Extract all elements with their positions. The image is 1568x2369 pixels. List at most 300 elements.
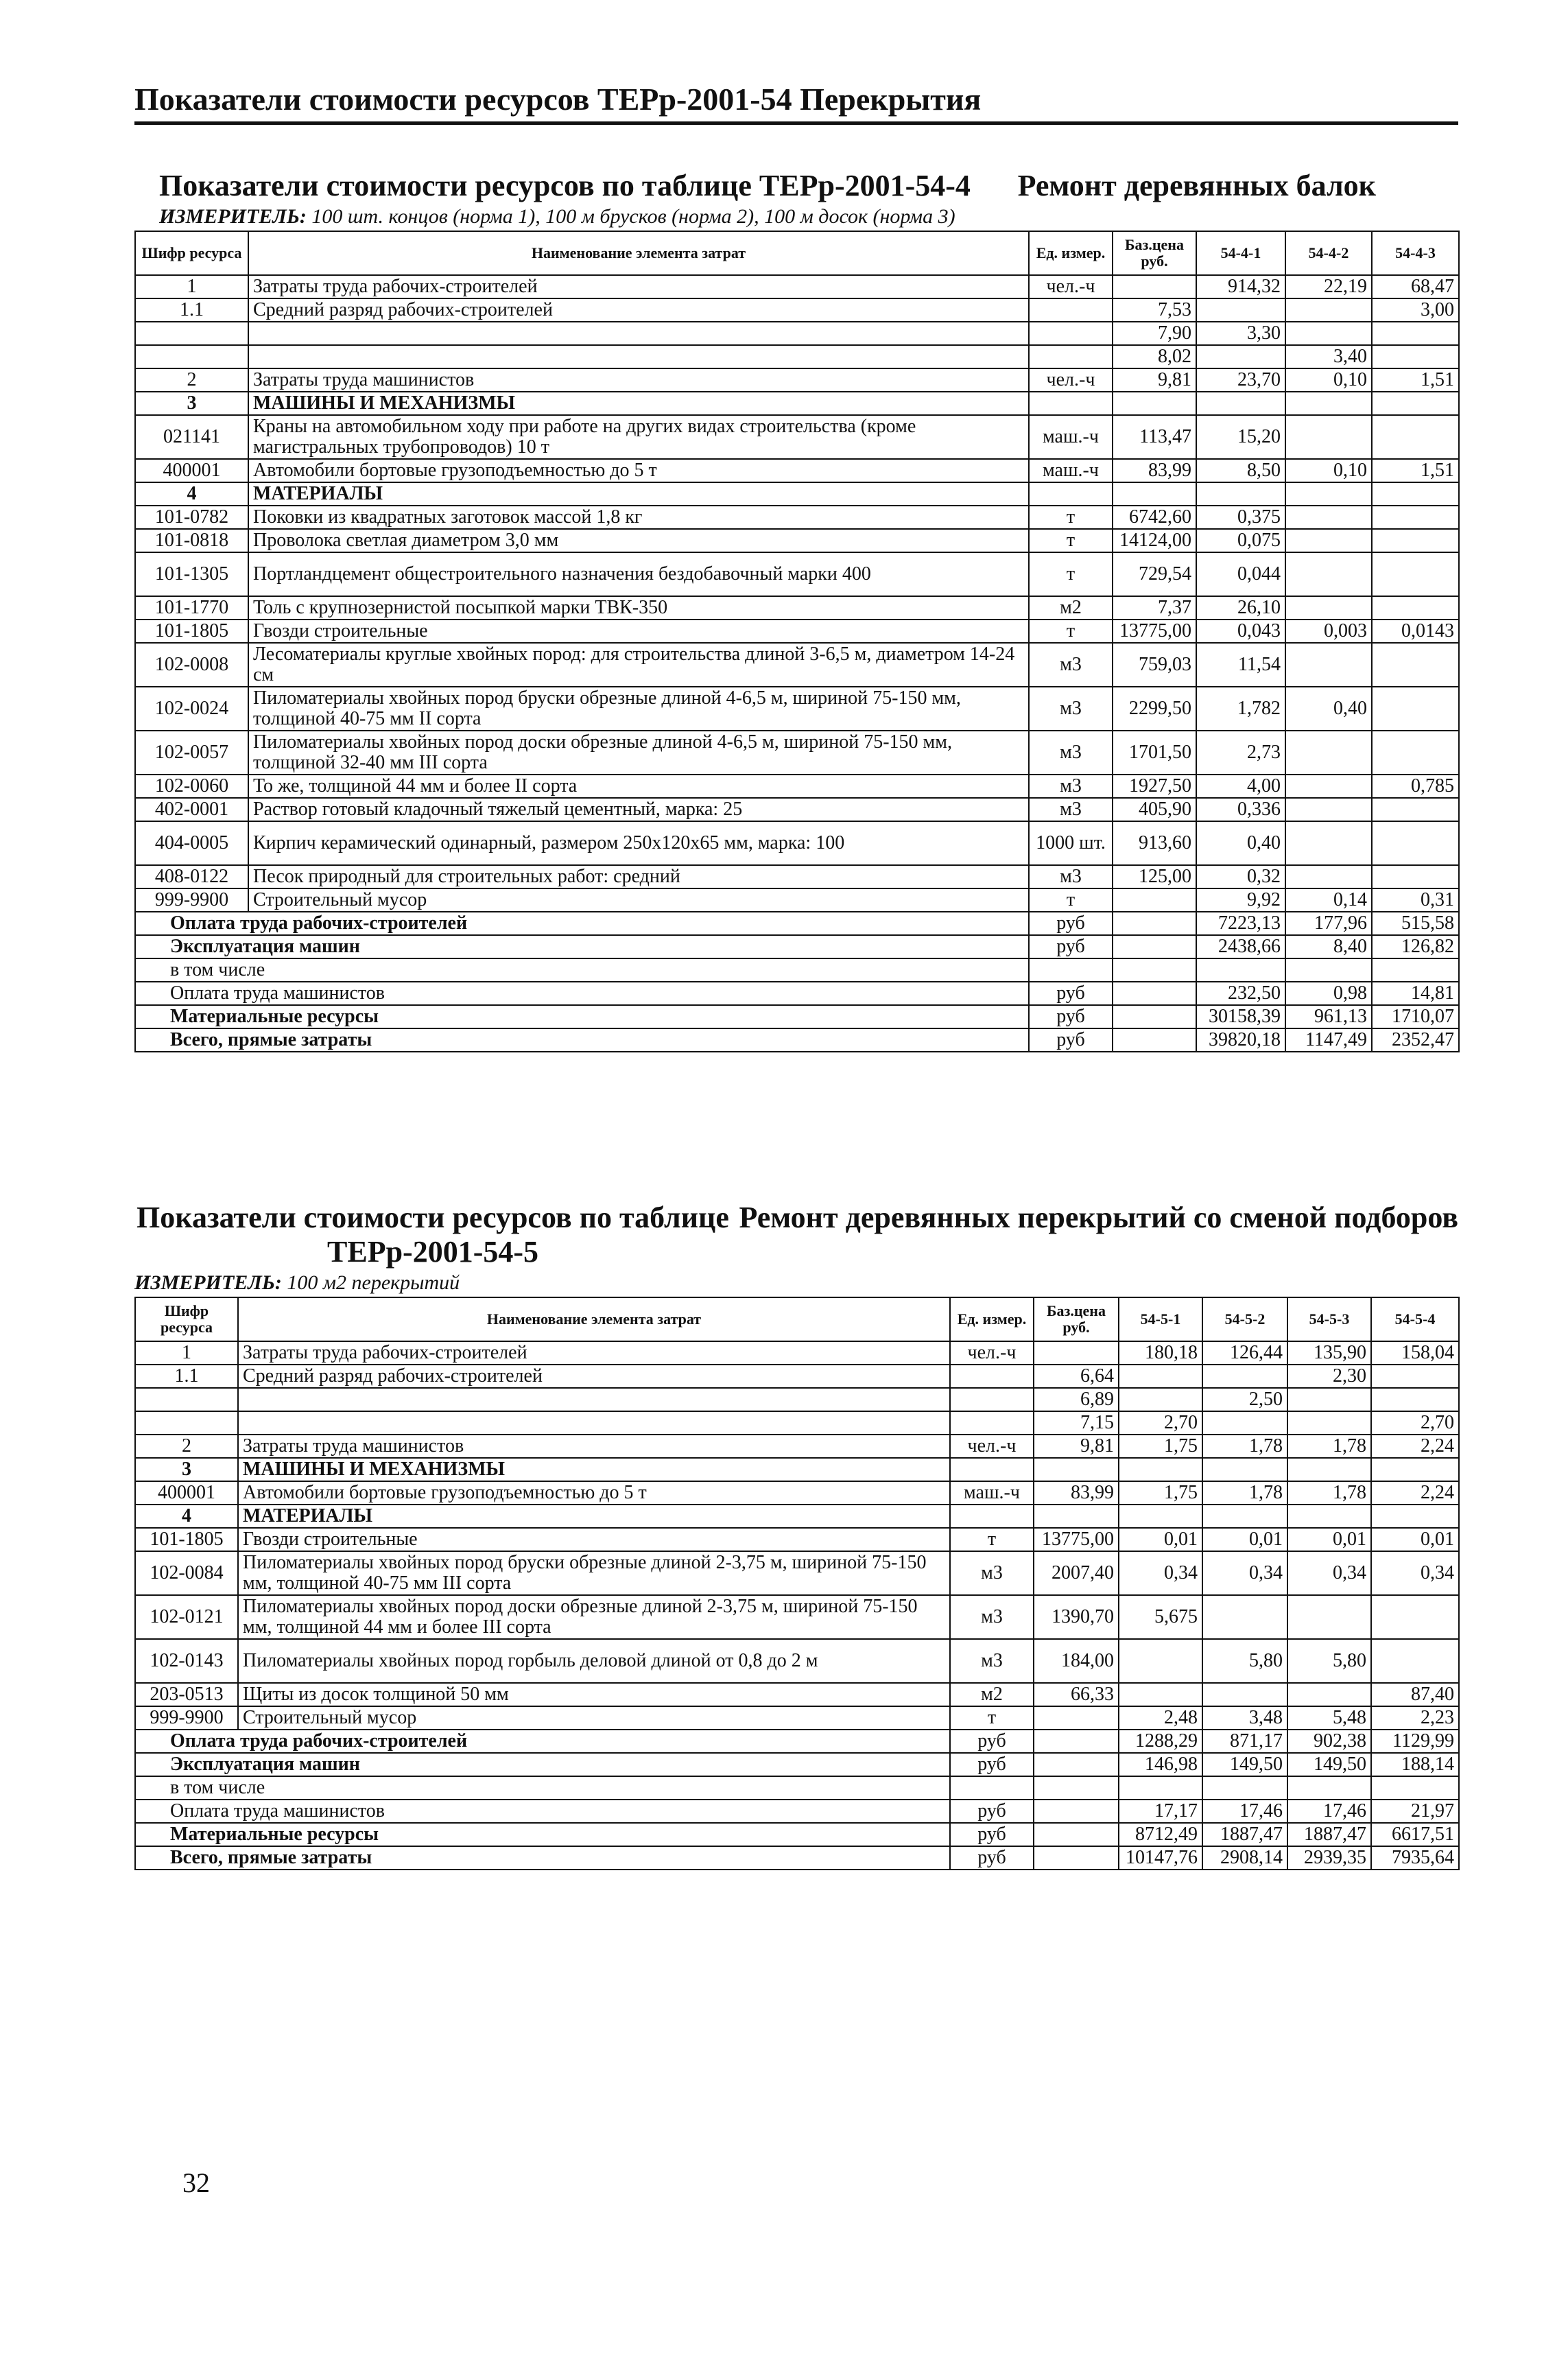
value-cell: 158,04 (1371, 1341, 1459, 1365)
resource-code-cell: 102-0024 (135, 687, 248, 731)
value-cell (1034, 1730, 1119, 1753)
table-row (135, 1341, 1459, 1365)
table-row (135, 482, 1459, 506)
table-row (135, 620, 1459, 643)
value-cell (1287, 1388, 1371, 1411)
value-cell: 87,40 (1371, 1683, 1459, 1706)
summary-row (135, 1005, 1459, 1028)
value-cell (1119, 1458, 1202, 1481)
value-cell (1196, 345, 1285, 368)
resource-code-cell (135, 345, 248, 368)
table-row (135, 1365, 1459, 1388)
value-cell: 1129,99 (1371, 1730, 1459, 1753)
unit-cell (1029, 345, 1113, 368)
section-title: Показатели стоимости ресурсов по таблице ТЕРр-2001-54-5 (136, 1201, 729, 1269)
unit-cell: руб (950, 1800, 1034, 1823)
summary-label: в том числе (135, 1776, 950, 1800)
value-cell: 0,34 (1287, 1551, 1371, 1595)
resource-name-cell: Кирпич керамический одинарный, размером 250х120х65 мм, марка: 100 (248, 821, 1029, 865)
value-cell (1371, 1639, 1459, 1683)
value-cell: 1,78 (1202, 1481, 1287, 1505)
value-cell: 8,02 (1113, 345, 1196, 368)
value-cell: 149,50 (1202, 1753, 1287, 1776)
resource-code-cell (135, 1388, 238, 1411)
column-header: 54-5-4 (1371, 1297, 1459, 1341)
resource-name-cell: Гвозди строительные (238, 1528, 950, 1551)
unit-cell (950, 1505, 1034, 1528)
table-row (135, 552, 1459, 596)
resource-name-cell: Пиломатериалы хвойных пород горбыль деловой длиной от 0,8 до 2 м (238, 1639, 950, 1683)
value-cell (1372, 552, 1459, 596)
unit-cell: м2 (950, 1683, 1034, 1706)
value-cell (1113, 392, 1196, 415)
value-cell (1371, 1776, 1459, 1800)
value-cell (1196, 298, 1285, 322)
value-cell (1034, 1823, 1119, 1846)
unit-cell: м3 (1029, 643, 1113, 687)
resource-code-cell: 101-1305 (135, 552, 248, 596)
value-cell: 17,46 (1202, 1800, 1287, 1823)
value-cell (1287, 1776, 1371, 1800)
value-cell: 13775,00 (1034, 1528, 1119, 1551)
resource-code-cell: 102-0084 (135, 1551, 238, 1595)
value-cell: 2007,40 (1034, 1551, 1119, 1595)
table-row (135, 1411, 1459, 1435)
resource-code-cell: 1.1 (135, 1365, 238, 1388)
unit-cell: т (1029, 529, 1113, 552)
column-header: Наименование элемента затрат (248, 231, 1029, 275)
resource-code-cell: 101-0782 (135, 506, 248, 529)
value-cell: 6,89 (1034, 1388, 1119, 1411)
unit-cell: м3 (1029, 687, 1113, 731)
value-cell: 1,78 (1287, 1435, 1371, 1458)
resource-name-cell: Строительный мусор (238, 1706, 950, 1730)
page-header-title: Показатели стоимости ресурсов ТЕРр-2001-54 Перекрытия (134, 82, 982, 117)
value-cell: 0,34 (1119, 1551, 1202, 1595)
resource-code-cell: 102-0143 (135, 1639, 238, 1683)
value-cell (1285, 506, 1372, 529)
value-cell: 3,00 (1372, 298, 1459, 322)
resource-name-cell: МАШИНЫ И МЕХАНИЗМЫ (238, 1458, 950, 1481)
table-row (135, 298, 1459, 322)
value-cell (1372, 345, 1459, 368)
value-cell: 23,70 (1196, 368, 1285, 392)
value-cell (1034, 1458, 1119, 1481)
resource-code-cell: 999-9900 (135, 888, 248, 912)
value-cell (1285, 958, 1372, 982)
unit-cell: м3 (1029, 865, 1113, 888)
value-cell: 0,31 (1372, 888, 1459, 912)
resource-code-cell: 2 (135, 1435, 238, 1458)
column-header: 54-4-1 (1196, 231, 1285, 275)
value-cell: 1147,49 (1285, 1028, 1372, 1052)
value-cell: 135,90 (1287, 1341, 1371, 1365)
unit-cell: руб (1029, 1005, 1113, 1028)
column-header: Наименование элемента затрат (238, 1297, 950, 1341)
value-cell: 1710,07 (1372, 1005, 1459, 1028)
value-cell: 9,81 (1113, 368, 1196, 392)
unit-cell (950, 1388, 1034, 1411)
unit-cell (1029, 322, 1113, 345)
resource-code-cell: 402-0001 (135, 798, 248, 821)
section-title-row (134, 169, 1458, 203)
summary-label: Эксплуатация машин (135, 1753, 950, 1776)
value-cell: 113,47 (1113, 415, 1196, 459)
value-cell (1285, 798, 1372, 821)
resource-name-cell: Поковки из квадратных заготовок массой 1,8 кг (248, 506, 1029, 529)
unit-cell: м3 (950, 1595, 1034, 1639)
value-cell (1285, 731, 1372, 775)
value-cell (1113, 982, 1196, 1005)
resource-code-cell: 999-9900 (135, 1706, 238, 1730)
value-cell: 15,20 (1196, 415, 1285, 459)
resource-code-cell: 102-0060 (135, 775, 248, 798)
section-subtitle: Ремонт деревянных балок (1017, 169, 1376, 202)
table-row (135, 1639, 1459, 1683)
summary-label: Оплата труда машинистов (135, 982, 1029, 1005)
column-header: Баз.цена руб. (1113, 231, 1196, 275)
table-row (135, 392, 1459, 415)
value-cell (1285, 482, 1372, 506)
section-54-4 (134, 169, 1458, 1052)
value-cell: 188,14 (1371, 1753, 1459, 1776)
table-row (135, 368, 1459, 392)
resource-code-cell: 021141 (135, 415, 248, 459)
table-header-row (135, 1297, 1459, 1341)
value-cell: 2,30 (1287, 1365, 1371, 1388)
unit-cell: м3 (950, 1639, 1034, 1683)
meter-label: ИЗМЕРИТЕЛЬ: (134, 1271, 282, 1294)
value-cell (1034, 1753, 1119, 1776)
table-row (135, 731, 1459, 775)
column-header: Баз.цена руб. (1034, 1297, 1119, 1341)
page-header (134, 81, 1458, 125)
unit-cell: маш.-ч (1029, 459, 1113, 482)
value-cell (1371, 1595, 1459, 1639)
unit-cell (950, 1411, 1034, 1435)
resource-name-cell: Средний разряд рабочих-строителей (248, 298, 1029, 322)
value-cell: 0,044 (1196, 552, 1285, 596)
unit-cell: руб (950, 1823, 1034, 1846)
value-cell (1202, 1365, 1287, 1388)
value-cell (1113, 888, 1196, 912)
value-cell: 0,10 (1285, 368, 1372, 392)
unit-cell: т (950, 1706, 1034, 1730)
resource-name-cell (238, 1388, 950, 1411)
section-subtitle: Ремонт деревянных перекрытий со сменой подборов (739, 1201, 1458, 1234)
value-cell: 1390,70 (1034, 1595, 1119, 1639)
unit-cell (1029, 482, 1113, 506)
value-cell (1113, 482, 1196, 506)
column-header: 54-5-3 (1287, 1297, 1371, 1341)
unit-cell: т (1029, 506, 1113, 529)
unit-cell: маш.-ч (1029, 415, 1113, 459)
table-row (135, 821, 1459, 865)
value-cell: 1,78 (1287, 1481, 1371, 1505)
value-cell: 0,01 (1371, 1528, 1459, 1551)
value-cell (1285, 643, 1372, 687)
value-cell (1285, 821, 1372, 865)
resource-code-cell: 203-0513 (135, 1683, 238, 1706)
value-cell (1113, 912, 1196, 935)
table-row (135, 275, 1459, 298)
summary-row (135, 1800, 1459, 1823)
value-cell (1287, 1458, 1371, 1481)
column-header: 54-5-1 (1119, 1297, 1202, 1341)
value-cell: 17,17 (1119, 1800, 1202, 1823)
summary-label: Материальные ресурсы (135, 1823, 950, 1846)
summary-row (135, 935, 1459, 958)
value-cell (1285, 552, 1372, 596)
table-row (135, 687, 1459, 731)
value-cell: 13775,00 (1113, 620, 1196, 643)
summary-label: Оплата труда машинистов (135, 1800, 950, 1823)
value-cell (1372, 687, 1459, 731)
summary-row (135, 1776, 1459, 1800)
value-cell: 914,32 (1196, 275, 1285, 298)
table-row (135, 643, 1459, 687)
resource-name-cell: Затраты труда машинистов (238, 1435, 950, 1458)
value-cell (1034, 1341, 1119, 1365)
resource-code-cell: 101-1770 (135, 596, 248, 620)
table-row (135, 596, 1459, 620)
value-cell (1285, 392, 1372, 415)
value-cell: 9,81 (1034, 1435, 1119, 1458)
value-cell: 1,78 (1202, 1435, 1287, 1458)
column-header: 54-4-3 (1372, 231, 1459, 275)
table-header-row (135, 231, 1459, 275)
unit-cell (950, 1365, 1034, 1388)
meter-text: 100 м2 перекрытий (287, 1271, 460, 1294)
table-row (135, 415, 1459, 459)
value-cell (1202, 1683, 1287, 1706)
resource-code-cell: 102-0121 (135, 1595, 238, 1639)
table-row (135, 1481, 1459, 1505)
value-cell (1196, 392, 1285, 415)
value-cell (1202, 1458, 1287, 1481)
resource-name-cell: Гвозди строительные (248, 620, 1029, 643)
resource-code-cell (135, 1411, 238, 1435)
table-row (135, 1435, 1459, 1458)
summary-row (135, 982, 1459, 1005)
value-cell: 184,00 (1034, 1639, 1119, 1683)
unit-cell: т (1029, 620, 1113, 643)
resource-name-cell: Автомобили бортовые грузоподъемностью до 5 т (248, 459, 1029, 482)
table-row (135, 1683, 1459, 1706)
table-row (135, 1595, 1459, 1639)
value-cell: 2438,66 (1196, 935, 1285, 958)
summary-row (135, 1753, 1459, 1776)
value-cell: 729,54 (1113, 552, 1196, 596)
resource-name-cell: Раствор готовый кладочный тяжелый цементный, марка: 25 (248, 798, 1029, 821)
resource-name-cell: Затраты труда машинистов (248, 368, 1029, 392)
unit-cell (1029, 298, 1113, 322)
value-cell: 7,37 (1113, 596, 1196, 620)
value-cell (1372, 958, 1459, 982)
value-cell: 21,97 (1371, 1800, 1459, 1823)
value-cell (1196, 958, 1285, 982)
page-number: 32 (182, 2167, 210, 2198)
value-cell (1113, 958, 1196, 982)
value-cell: 2,50 (1202, 1388, 1287, 1411)
resource-name-cell: Щиты из досок толщиной 50 мм (238, 1683, 950, 1706)
table-row (135, 1458, 1459, 1481)
unit-cell: т (1029, 888, 1113, 912)
value-cell (1119, 1639, 1202, 1683)
resource-name-cell (238, 1411, 950, 1435)
value-cell: 0,375 (1196, 506, 1285, 529)
value-cell (1034, 1800, 1119, 1823)
table-row (135, 1551, 1459, 1595)
value-cell (1371, 1388, 1459, 1411)
value-cell: 902,38 (1287, 1730, 1371, 1753)
value-cell (1119, 1776, 1202, 1800)
unit-cell: 1000 шт. (1029, 821, 1113, 865)
value-cell: 7,90 (1113, 322, 1196, 345)
value-cell: 126,82 (1372, 935, 1459, 958)
resource-name-cell: Проволока светлая диаметром 3,0 мм (248, 529, 1029, 552)
summary-label: Всего, прямые затраты (135, 1846, 950, 1870)
value-cell (1119, 1505, 1202, 1528)
value-cell (1202, 1505, 1287, 1528)
section-title-row (134, 1201, 1458, 1269)
value-cell (1372, 731, 1459, 775)
resource-code-cell: 408-0122 (135, 865, 248, 888)
meter-text: 100 шт. концов (норма 1), 100 м брусков (норма 2), 100 м досок (норма 3) (311, 205, 955, 228)
table-row (135, 865, 1459, 888)
value-cell: 913,60 (1113, 821, 1196, 865)
value-cell (1371, 1458, 1459, 1481)
value-cell (1372, 415, 1459, 459)
value-cell (1113, 935, 1196, 958)
resource-code-cell: 1 (135, 275, 248, 298)
value-cell (1034, 1846, 1119, 1870)
value-cell: 232,50 (1196, 982, 1285, 1005)
value-cell: 17,46 (1287, 1800, 1371, 1823)
resource-code-cell (135, 322, 248, 345)
column-header: Ед. измер. (1029, 231, 1113, 275)
section-title: Показатели стоимости ресурсов по таблице ТЕРр-2001-54-4 (159, 169, 971, 202)
resource-name-cell: То же, толщиной 44 мм и более II сорта (248, 775, 1029, 798)
value-cell (1287, 1683, 1371, 1706)
value-cell: 2,24 (1371, 1435, 1459, 1458)
value-cell: 8,50 (1196, 459, 1285, 482)
table-row (135, 1706, 1459, 1730)
value-cell (1113, 275, 1196, 298)
unit-cell: руб (950, 1730, 1034, 1753)
value-cell: 1887,47 (1202, 1823, 1287, 1846)
unit-cell (1029, 392, 1113, 415)
value-cell (1371, 1505, 1459, 1528)
value-cell: 39820,18 (1196, 1028, 1285, 1052)
value-cell: 2,70 (1119, 1411, 1202, 1435)
value-cell (1287, 1595, 1371, 1639)
value-cell (1119, 1365, 1202, 1388)
value-cell: 0,01 (1287, 1528, 1371, 1551)
resource-code-cell: 102-0057 (135, 731, 248, 775)
value-cell: 0,0143 (1372, 620, 1459, 643)
value-cell: 6742,60 (1113, 506, 1196, 529)
summary-row (135, 1846, 1459, 1870)
unit-cell: м3 (1029, 775, 1113, 798)
value-cell: 6,64 (1034, 1365, 1119, 1388)
value-cell: 0,34 (1371, 1551, 1459, 1595)
resource-name-cell: Портландцемент общестроительного назначения бездобавочный марки 400 (248, 552, 1029, 596)
value-cell: 0,10 (1285, 459, 1372, 482)
table-row (135, 1388, 1459, 1411)
resource-code-cell: 3 (135, 392, 248, 415)
meter-label: ИЗМЕРИТЕЛЬ: (159, 205, 307, 228)
resource-name-cell: Затраты труда рабочих-строителей (238, 1341, 950, 1365)
resource-code-cell: 400001 (135, 1481, 238, 1505)
value-cell: 7,53 (1113, 298, 1196, 322)
value-cell (1285, 415, 1372, 459)
value-cell: 66,33 (1034, 1683, 1119, 1706)
resource-code-cell: 404-0005 (135, 821, 248, 865)
value-cell: 26,10 (1196, 596, 1285, 620)
value-cell: 0,785 (1372, 775, 1459, 798)
value-cell (1372, 643, 1459, 687)
value-cell: 5,48 (1287, 1706, 1371, 1730)
resource-code-cell: 101-1805 (135, 620, 248, 643)
value-cell (1372, 529, 1459, 552)
value-cell: 125,00 (1113, 865, 1196, 888)
value-cell (1113, 1028, 1196, 1052)
value-cell: 2,48 (1119, 1706, 1202, 1730)
table-row (135, 322, 1459, 345)
resource-code-cell: 1.1 (135, 298, 248, 322)
unit-cell: м3 (1029, 731, 1113, 775)
value-cell (1371, 1365, 1459, 1388)
unit-cell (1029, 958, 1113, 982)
value-cell: 0,01 (1202, 1528, 1287, 1551)
resource-code-cell: 101-1805 (135, 1528, 238, 1551)
resource-code-cell: 3 (135, 1458, 238, 1481)
resource-name-cell: Строительный мусор (248, 888, 1029, 912)
resource-name-cell: МАШИНЫ И МЕХАНИЗМЫ (248, 392, 1029, 415)
value-cell: 180,18 (1119, 1341, 1202, 1365)
value-cell (1372, 506, 1459, 529)
value-cell: 83,99 (1034, 1481, 1119, 1505)
value-cell: 1,75 (1119, 1481, 1202, 1505)
resource-code-cell: 1 (135, 1341, 238, 1365)
value-cell: 4,00 (1196, 775, 1285, 798)
value-cell: 1,75 (1119, 1435, 1202, 1458)
resource-name-cell: Краны на автомобильном ходу при работе на других видах строительства (кроме магистральных трубопроводов) 10 т (248, 415, 1029, 459)
value-cell: 0,075 (1196, 529, 1285, 552)
summary-row (135, 1823, 1459, 1846)
value-cell: 9,92 (1196, 888, 1285, 912)
value-cell: 961,13 (1285, 1005, 1372, 1028)
value-cell (1287, 1411, 1371, 1435)
column-header: 54-5-2 (1202, 1297, 1287, 1341)
summary-label: Оплата труда рабочих-строителей (135, 912, 1029, 935)
value-cell (1372, 392, 1459, 415)
value-cell (1034, 1505, 1119, 1528)
value-cell: 6617,51 (1371, 1823, 1459, 1846)
unit-cell: м3 (950, 1551, 1034, 1595)
value-cell: 22,19 (1285, 275, 1372, 298)
resource-name-cell: Автомобили бортовые грузоподъемностью до 5 т (238, 1481, 950, 1505)
value-cell: 177,96 (1285, 912, 1372, 935)
value-cell (1196, 482, 1285, 506)
table-row (135, 1528, 1459, 1551)
resource-code-cell: 101-0818 (135, 529, 248, 552)
unit-cell: чел.-ч (950, 1435, 1034, 1458)
table-row (135, 345, 1459, 368)
value-cell: 759,03 (1113, 643, 1196, 687)
unit-cell: чел.-ч (950, 1341, 1034, 1365)
